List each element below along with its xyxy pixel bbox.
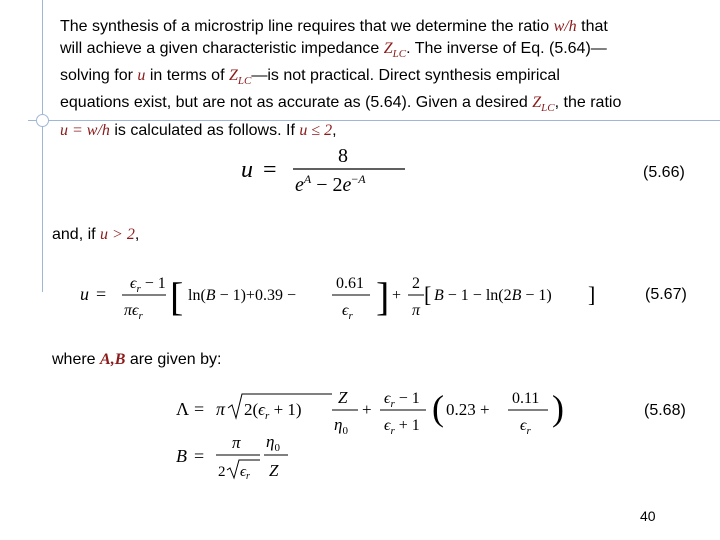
condition-u-gt-2: u > 2 xyxy=(100,226,135,243)
paragraph-line-2 xyxy=(60,38,700,65)
variable-zlc: $Z_{LC}$ xyxy=(383,40,407,61)
svg-text:(: ( xyxy=(432,388,444,428)
text-run: that xyxy=(576,18,608,35)
equation-number: (5.68) xyxy=(644,402,686,419)
variable-u-def: u = w/h xyxy=(60,121,110,139)
condition-u-le-2: u ≤ 2 xyxy=(299,121,333,139)
svg-text:[: [ xyxy=(170,274,184,319)
svg-text:ϵr − 1: $\epsilon_r - 1$ xyxy=(384,390,420,410)
variable-zlc: $Z_{LC}$ xyxy=(532,94,555,115)
svg-text:0.23 +: 0.23 + xyxy=(446,400,490,419)
text-run: The synthesis of a microstrip line requires that we determine the ratio xyxy=(60,18,554,35)
text-run: is calculated as follows. If xyxy=(109,121,300,139)
text-run: will achieve a given characteristic impedance xyxy=(60,40,384,57)
text-run: are given by: xyxy=(125,351,222,368)
equation-5-68 xyxy=(172,380,592,486)
svg-text:=: = xyxy=(194,446,205,466)
svg-text:): ) xyxy=(552,388,564,428)
svg-text:+: + xyxy=(392,287,402,304)
equation-number: (5.67) xyxy=(645,286,687,303)
svg-text:u: u xyxy=(80,284,89,304)
svg-text:Z: Z xyxy=(269,461,279,480)
text-run: solving for xyxy=(60,67,138,85)
svg-text:B − 1 − ln(2B − 1): B − 1 − ln(2B − 1) xyxy=(434,287,552,304)
rule-intersection-circle xyxy=(36,114,49,127)
variable-zlc: $Z_{LC}$ xyxy=(228,67,252,88)
svg-text:2: 2 xyxy=(412,275,420,292)
svg-text:ϵr + 1: $\epsilon_r + 1$ xyxy=(384,417,420,437)
svg-text:u: u xyxy=(241,157,253,183)
svg-text:ϵr: $\epsilon_r$ xyxy=(240,464,250,482)
text-run: in terms of xyxy=(145,67,229,85)
svg-text:0.11: 0.11 xyxy=(512,390,540,407)
svg-text:π: π xyxy=(412,302,421,319)
text-run: —is not practical. Direct synthesis empirical xyxy=(251,67,560,85)
text-run: , xyxy=(332,121,337,139)
where-line xyxy=(52,351,221,369)
svg-text:]: ] xyxy=(588,282,596,307)
text-run: equations exist, but are not as accurate as (5.64). Given a desired xyxy=(60,94,533,112)
paragraph-line-5 xyxy=(60,120,700,142)
variable-u: u xyxy=(137,67,146,85)
svg-text:8: 8 xyxy=(338,145,348,167)
svg-text:ϵr: $\epsilon_r$ xyxy=(342,302,353,322)
svg-text:ϵr − 1: $\epsilon_r - 1$ xyxy=(130,275,166,295)
svg-text:0.61: 0.61 xyxy=(336,275,364,292)
svg-text:2: 2 xyxy=(218,464,226,480)
svg-text:π: π xyxy=(232,433,241,452)
svg-text:=: = xyxy=(263,157,277,183)
svg-text:η0: $\eta_0$ xyxy=(334,415,348,437)
paragraph-line-4 xyxy=(60,92,700,119)
variable-w-over-h: w/h xyxy=(553,18,577,35)
svg-text:π: π xyxy=(216,399,226,419)
svg-text:]: ] xyxy=(376,274,390,319)
svg-text:Z: Z xyxy=(338,388,348,407)
equation-5-66 xyxy=(235,140,415,196)
variables-a-b: A,B xyxy=(100,351,126,368)
text-run: , the ratio xyxy=(554,94,622,112)
paragraph-line-1 xyxy=(60,16,700,38)
equation-number: (5.66) xyxy=(643,164,685,181)
svg-text:2(ϵr + 1): $2(\epsilon_r + 1)$ xyxy=(244,400,302,422)
vertical-rule xyxy=(42,0,43,292)
svg-text:πϵr: $\pi\epsilon_r$ xyxy=(124,302,143,322)
svg-text:ϵr: $\epsilon_r$ xyxy=(520,417,531,437)
text-run: , xyxy=(134,226,140,243)
svg-text:=: = xyxy=(194,399,205,419)
svg-text:ln(B − 1)+0.39 −: ln(B − 1)+0.39 − xyxy=(188,287,296,304)
equation-5-67 xyxy=(78,266,608,324)
page-number: 40 xyxy=(640,508,656,524)
intro-paragraph xyxy=(60,16,700,142)
svg-text:Λ: Λ xyxy=(176,399,190,419)
paragraph-line-3 xyxy=(60,65,700,92)
and-if-line xyxy=(52,226,139,244)
svg-text:[: [ xyxy=(424,282,432,307)
svg-text:+: + xyxy=(362,400,372,419)
svg-text:eA − 2e−A: $e^A - 2e^-A$ xyxy=(295,172,366,196)
svg-text:η0: $\eta_0$ xyxy=(266,432,280,454)
text-run: and, if xyxy=(52,226,101,243)
text-run: . The inverse of Eq. (5.64)— xyxy=(406,40,607,57)
text-run: where xyxy=(52,351,101,368)
svg-text:=: = xyxy=(96,284,107,304)
svg-text:B: B xyxy=(176,446,187,466)
